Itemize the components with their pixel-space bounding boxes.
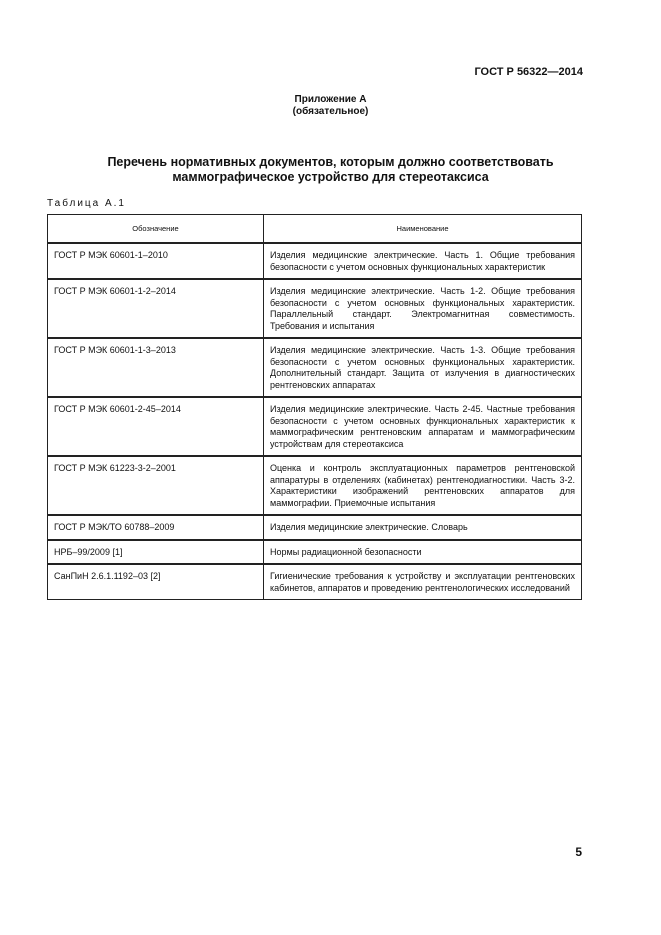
table-row xyxy=(48,397,582,456)
row-code: ГОСТ Р МЭК 60601-1-2–2014 xyxy=(48,279,264,338)
row-code: ГОСТ Р МЭК 60601-1-3–2013 xyxy=(48,338,264,397)
table-row xyxy=(48,515,582,540)
row-name: Изделия медицинские электрические. Часть 2-45. Частные требования безопасности с учетом основных функциональных характеристик к маммографическим рентгеновским аппаратам и маммографическим устройствам для стереотаксиса xyxy=(264,397,582,456)
row-name: Нормы радиационной безопасности xyxy=(264,540,582,565)
page-number: 5 xyxy=(575,845,582,859)
row-name: Изделия медицинские электрические. Словарь xyxy=(264,515,582,540)
row-code: ГОСТ Р МЭК 61223-3-2–2001 xyxy=(48,456,264,515)
row-name: Изделия медицинские электрические. Часть 1. Общие требования безопасности с учетом основных функциональных характеристик xyxy=(264,243,582,279)
table-row xyxy=(48,540,582,565)
table-caption: Таблица А.1 xyxy=(47,198,126,209)
document-title-line1: Перечень нормативных документов, которым должно соответствовать xyxy=(107,155,554,169)
row-name: Гигиенические требования к устройству и эксплуатации рентгеновских кабинетов, аппаратов и проведению рентгенологических исследований xyxy=(264,564,582,600)
document-title-line2: маммографическое устройство для стереотаксиса xyxy=(172,170,489,184)
table-row xyxy=(48,279,582,338)
annex-status: (обязательное) xyxy=(292,106,369,117)
annex-heading xyxy=(0,94,661,118)
document-code: ГОСТ Р 56322—2014 xyxy=(474,66,583,78)
table-header-row xyxy=(48,215,582,244)
table-row xyxy=(48,338,582,397)
row-code: СанПиН 2.6.1.1192–03 [2] xyxy=(48,564,264,600)
row-name: Изделия медицинские электрические. Часть 1-2. Общие требования безопасности с учетом основных функциональных характеристик. Параллельный стандарт. Электромагнитная совместимость. Требования и испытания xyxy=(264,279,582,338)
document-title xyxy=(40,155,621,185)
row-code: ГОСТ Р МЭК 60601-2-45–2014 xyxy=(48,397,264,456)
annex-title: Приложение А xyxy=(294,94,367,105)
table-row xyxy=(48,564,582,600)
row-code: НРБ–99/2009 [1] xyxy=(48,540,264,565)
table-row xyxy=(48,456,582,515)
row-name: Оценка и контроль эксплуатационных параметров рентгеновской аппаратуры в отделениях (кабинетах) рентгенодиагностики. Часть 3-2. Характеристики изображений рентгеновских аппаратов для маммографии. Приемочные испытания xyxy=(264,456,582,515)
row-code: ГОСТ Р МЭК 60601-1–2010 xyxy=(48,243,264,279)
normative-documents-table xyxy=(47,214,582,600)
row-code: ГОСТ Р МЭК/ТО 60788–2009 xyxy=(48,515,264,540)
table-row xyxy=(48,243,582,279)
column-header-name: Наименование xyxy=(264,215,582,244)
column-header-code: Обозначение xyxy=(48,215,264,244)
row-name: Изделия медицинские электрические. Часть 1-3. Общие требования безопасности с учетом основных функциональных характеристик. Дополнительный стандарт. Защита от излучения в диагностических рентгеновских аппаратах xyxy=(264,338,582,397)
